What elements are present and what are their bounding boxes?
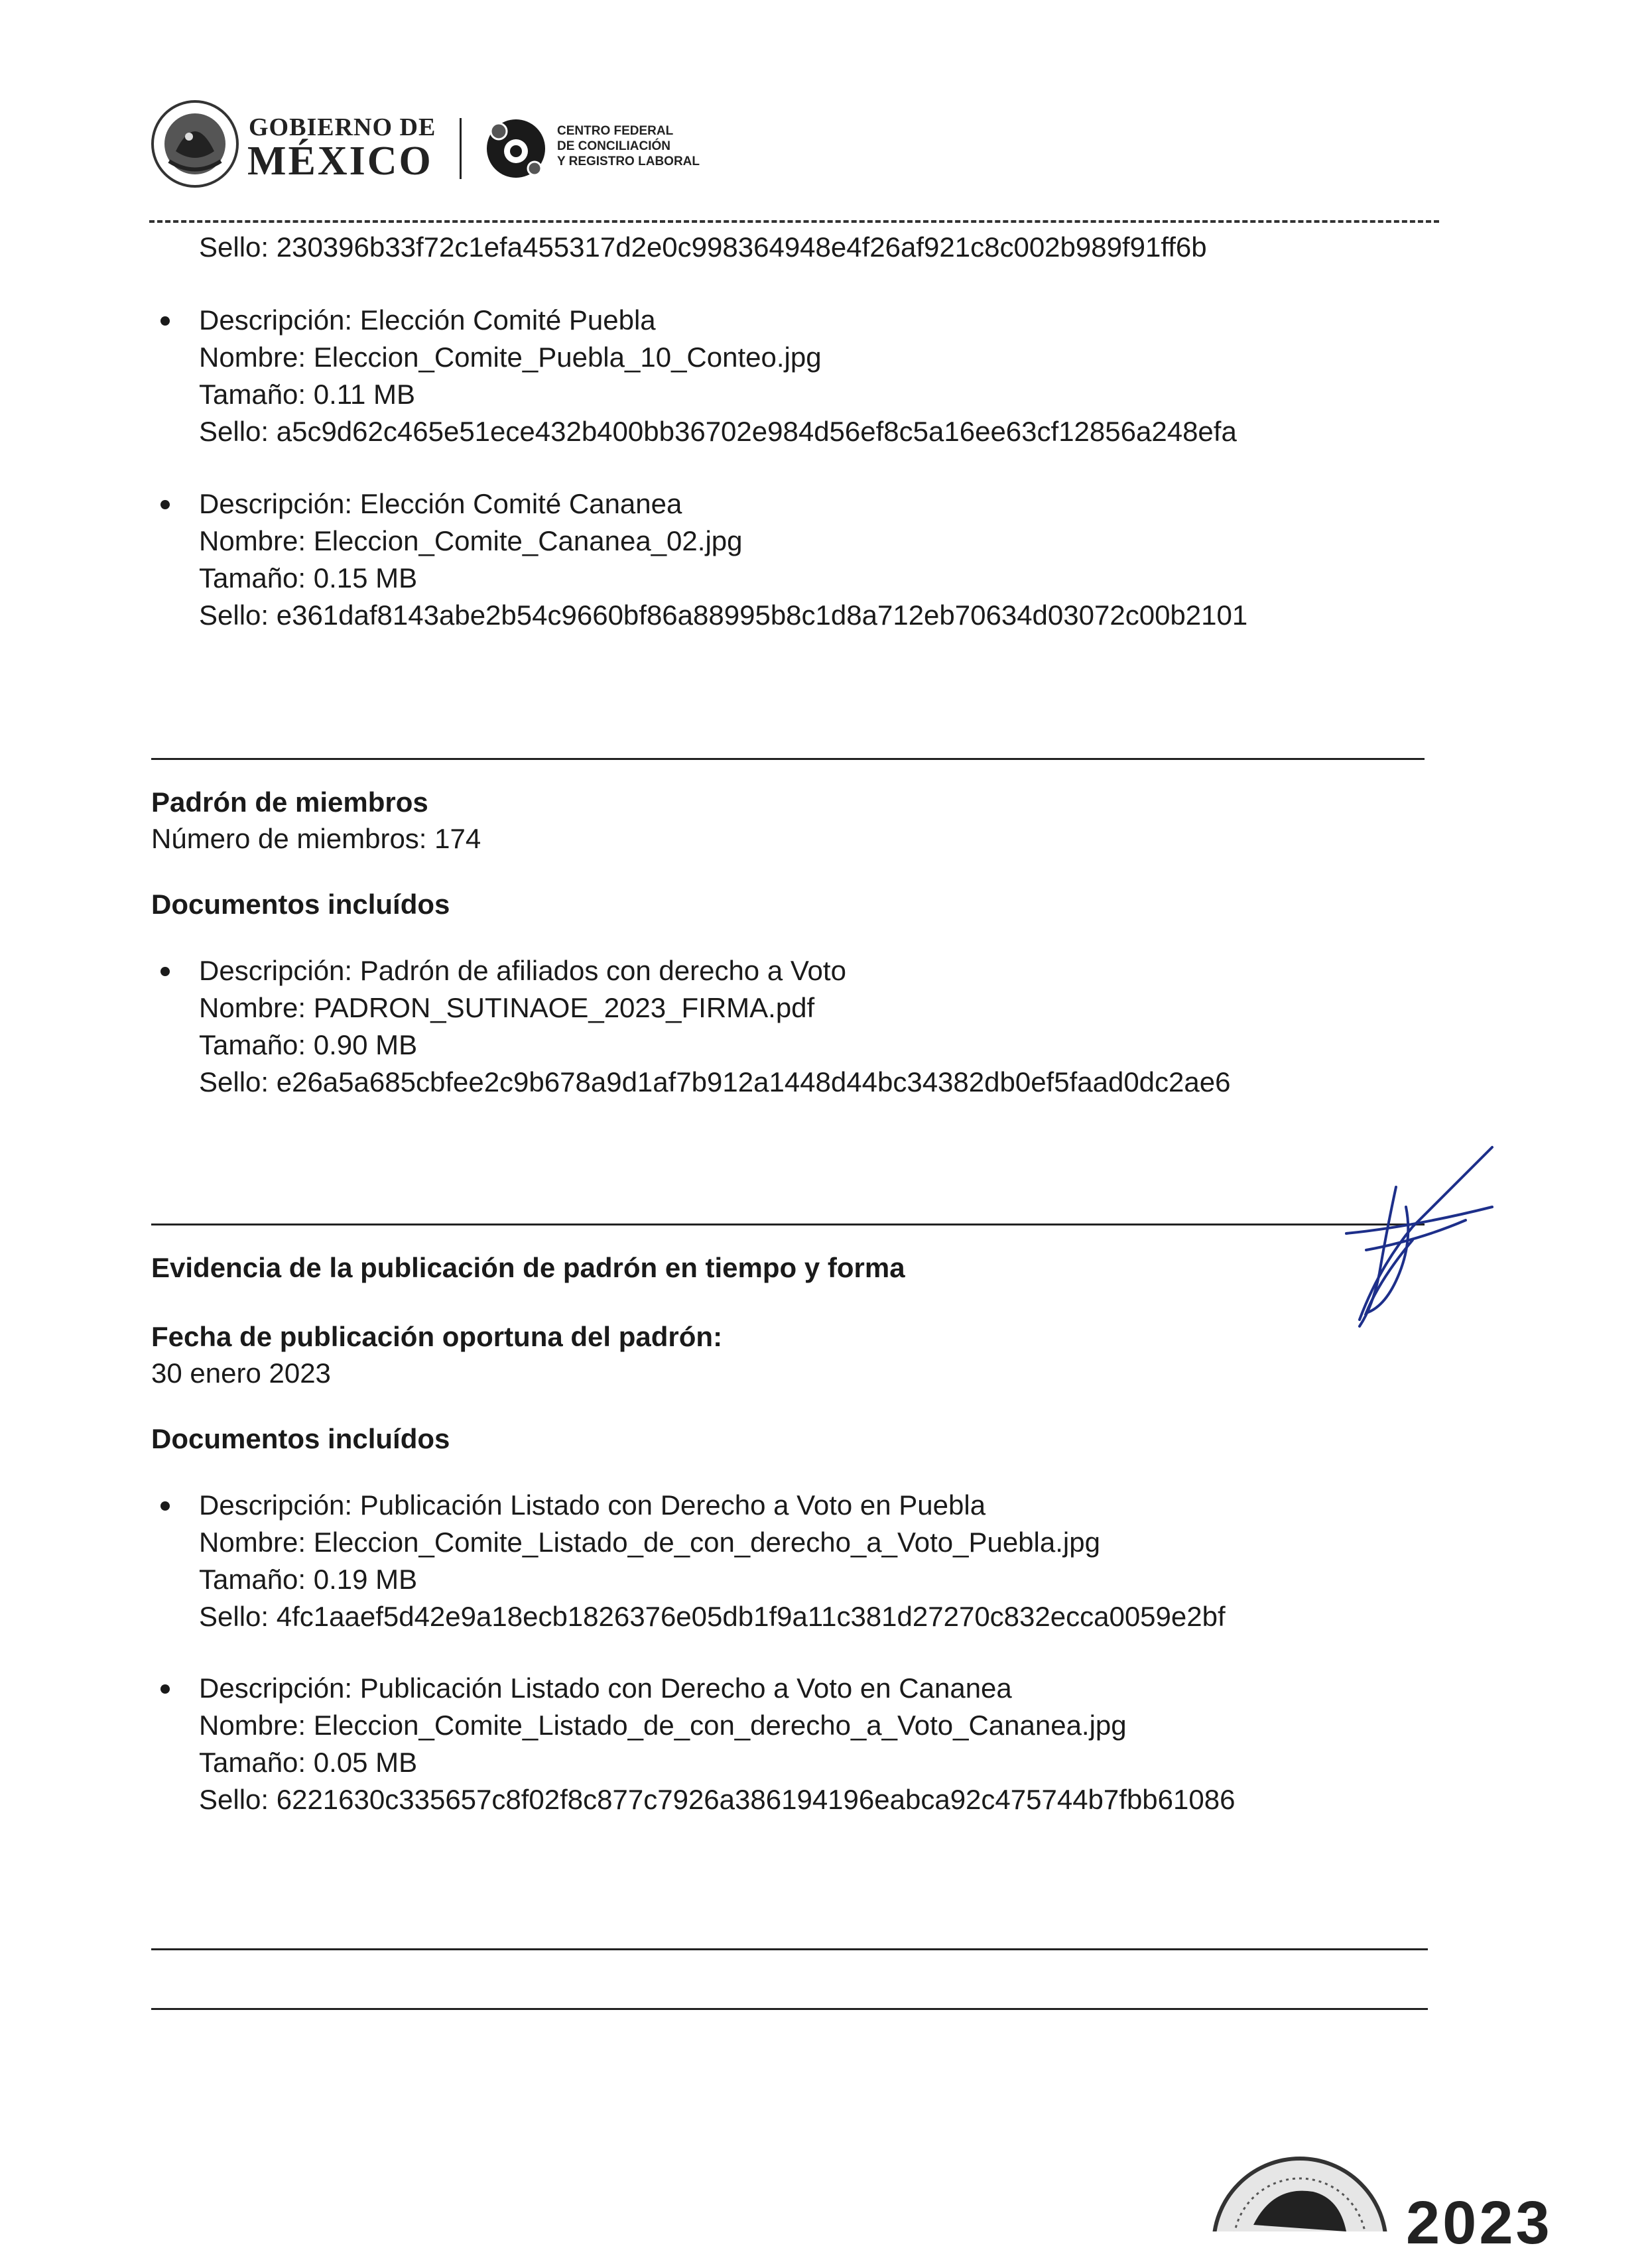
section-divider	[151, 2008, 1428, 2010]
item-nombre: Nombre: PADRON_SUTINAOE_2023_FIRMA.pdf	[199, 992, 815, 1023]
header-divider	[460, 118, 462, 179]
item-sello: Sello: 6221630c335657c8f02f8c877c7926a386194196eabca92c475744b7fbb61086	[199, 1784, 1236, 1815]
section-divider	[151, 758, 1425, 760]
section-divider	[151, 1948, 1428, 1950]
header-dashed-rule	[149, 220, 1439, 223]
item-sello: Sello: e26a5a685cbfee2c9b678a9d1af7b912a1448d44bc34382db0ef5faad0dc2ae6	[199, 1066, 1231, 1098]
continued-sello: Sello: 230396b33f72c1efa455317d2e0c998364948e4f26af921c8c002b989f91ff6b	[199, 231, 1207, 263]
cfcrl-logo	[484, 117, 548, 180]
mexico-coat-of-arms-logo	[149, 98, 241, 190]
list-item	[199, 1487, 1226, 1635]
item-tamano: Tamaño: 0.90 MB	[199, 1029, 418, 1060]
cfcrl-line-3: Y REGISTRO LABORAL	[557, 155, 700, 168]
evidencia-docs-heading: Documentos incluídos	[151, 1423, 450, 1454]
item-tamano: Tamaño: 0.11 MB	[199, 379, 416, 410]
bullet	[160, 316, 170, 326]
item-nombre: Nombre: Eleccion_Comite_Cananea_02.jpg	[199, 525, 743, 556]
bullet	[160, 1684, 170, 1694]
list-item	[199, 485, 1247, 634]
item-nombre: Nombre: Eleccion_Comite_Puebla_10_Conteo.jpg	[199, 342, 822, 373]
padron-count: Número de miembros: 174	[151, 823, 481, 854]
item-sello: Sello: a5c9d62c465e51ece432b400bb36702e984d56ef8c5a16ee63cf12856a248efa	[199, 416, 1237, 447]
official-seal-stamp	[1207, 2145, 1393, 2231]
item-descripcion: Descripción: Elección Comité Puebla	[199, 304, 656, 336]
page-header	[149, 98, 746, 198]
item-tamano: Tamaño: 0.19 MB	[199, 1564, 418, 1595]
cfcrl-line-2: DE CONCILIACIÓN	[557, 139, 670, 153]
item-nombre: Nombre: Eleccion_Comite_Listado_de_con_derecho_a_Voto_Cananea.jpg	[199, 1710, 1127, 1741]
padron-docs-heading: Documentos incluídos	[151, 889, 450, 920]
cfcrl-line-1: CENTRO FEDERAL	[557, 124, 674, 138]
item-tamano: Tamaño: 0.05 MB	[199, 1747, 418, 1778]
padron-heading: Padrón de miembros	[151, 786, 428, 818]
year-stamp: 2023	[1406, 2189, 1553, 2257]
cfcrl-name	[557, 123, 700, 169]
item-descripcion: Descripción: Publicación Listado con Derecho a Voto en Puebla	[199, 1489, 986, 1521]
item-tamano: Tamaño: 0.15 MB	[199, 562, 418, 594]
item-descripcion: Descripción: Padrón de afiliados con derecho a Voto	[199, 955, 846, 986]
gobierno-de-text: GOBIERNO DE	[249, 113, 436, 141]
bullet	[160, 500, 170, 509]
item-descripcion: Descripción: Publicación Listado con Derecho a Voto en Cananea	[199, 1672, 1012, 1704]
item-sello: Sello: 4fc1aaef5d42e9a18ecb1826376e05db1f9a11c381d27270c832ecca0059e2bf	[199, 1601, 1226, 1632]
handwritten-signature	[1333, 1141, 1505, 1340]
item-descripcion: Descripción: Elección Comité Cananea	[199, 488, 682, 519]
item-nombre: Nombre: Eleccion_Comite_Listado_de_con_derecho_a_Voto_Puebla.jpg	[199, 1527, 1100, 1558]
list-item	[199, 302, 1237, 450]
bullet	[160, 1501, 170, 1511]
section-divider	[151, 1223, 1425, 1225]
list-item	[199, 952, 1230, 1101]
fecha-value: 30 enero 2023	[151, 1357, 331, 1389]
bullet	[160, 967, 170, 976]
evidencia-heading: Evidencia de la publicación de padrón en tiempo y forma	[151, 1252, 905, 1283]
mexico-text: MÉXICO	[247, 139, 433, 184]
list-item	[199, 1670, 1235, 1818]
item-sello: Sello: e361daf8143abe2b54c9660bf86a88995b8c1d8a712eb70634d03072c00b2101	[199, 599, 1248, 631]
fecha-label: Fecha de publicación oportuna del padrón:	[151, 1321, 723, 1352]
